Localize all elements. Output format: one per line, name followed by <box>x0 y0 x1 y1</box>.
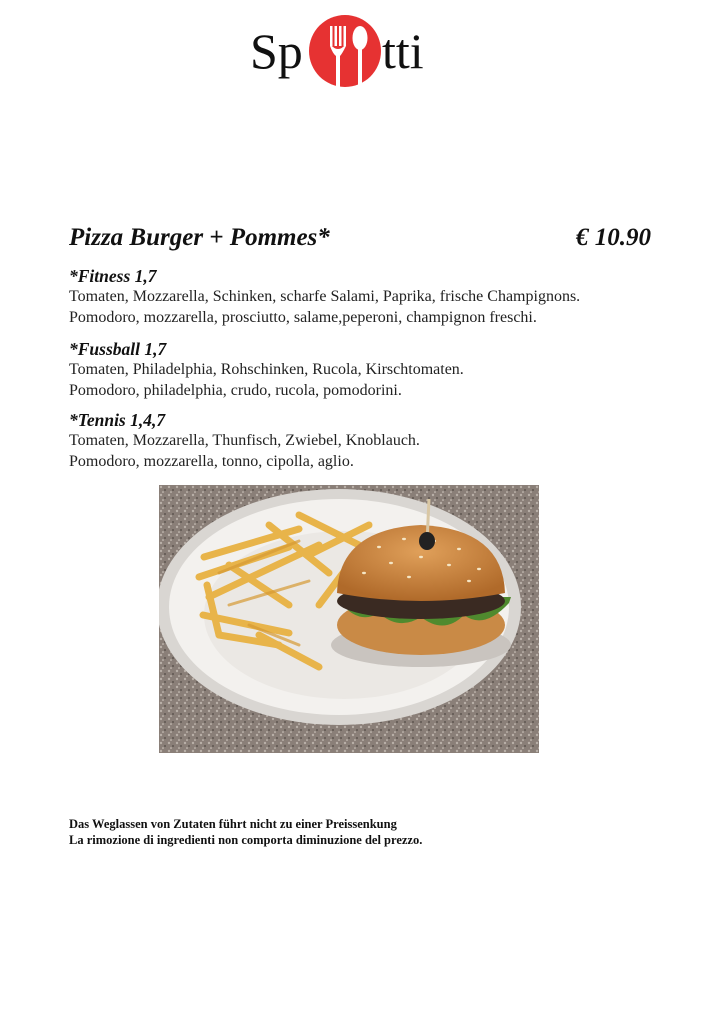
burger-with-fries-photo <box>159 485 539 753</box>
variant-name: *Fitness 1,7 <box>69 266 157 286</box>
spotti-logo-icon <box>248 8 444 98</box>
ingredients-italian: Pomodoro, mozzarella, tonno, cipolla, aglio. <box>69 452 354 470</box>
variant-name: *Tennis 1,4,7 <box>69 410 166 430</box>
logo <box>248 8 444 98</box>
ingredients-german: Tomaten, Mozzarella, Schinken, scharfe Salami, Paprika, frische Champignons. <box>69 288 581 305</box>
ingredients-italian: Pomodoro, mozzarella, prosciutto, salame,peperoni, champignon freschi. <box>69 308 537 326</box>
variant-fitness <box>69 265 669 328</box>
ingredients-italian: Pomodoro, philadelphia, crudo, rucola, pomodorini. <box>69 381 402 399</box>
dish-header <box>69 224 651 258</box>
notice-italian: La rimozione di ingredienti non comporta diminuzione del prezzo. <box>69 833 423 847</box>
dish-title: Pizza Burger + Pommes* <box>69 224 330 251</box>
price-notice <box>69 816 629 848</box>
dish-price: € 10.90 <box>576 224 651 251</box>
svg-text:Sp: Sp <box>250 23 303 79</box>
svg-text:tti: tti <box>382 23 424 79</box>
notice-german: Das Weglassen von Zutaten führt nicht zu einer Preissenkung <box>69 817 397 831</box>
variant-tennis <box>69 409 669 472</box>
dish-photo <box>159 485 539 753</box>
variant-fussball <box>69 338 669 401</box>
ingredients-german: Tomaten, Mozzarella, Thunfisch, Zwiebel, Knoblauch. <box>69 432 420 449</box>
variant-name: *Fussball 1,7 <box>69 339 167 359</box>
ingredients-german: Tomaten, Philadelphia, Rohschinken, Rucola, Kirschtomaten. <box>69 361 464 378</box>
